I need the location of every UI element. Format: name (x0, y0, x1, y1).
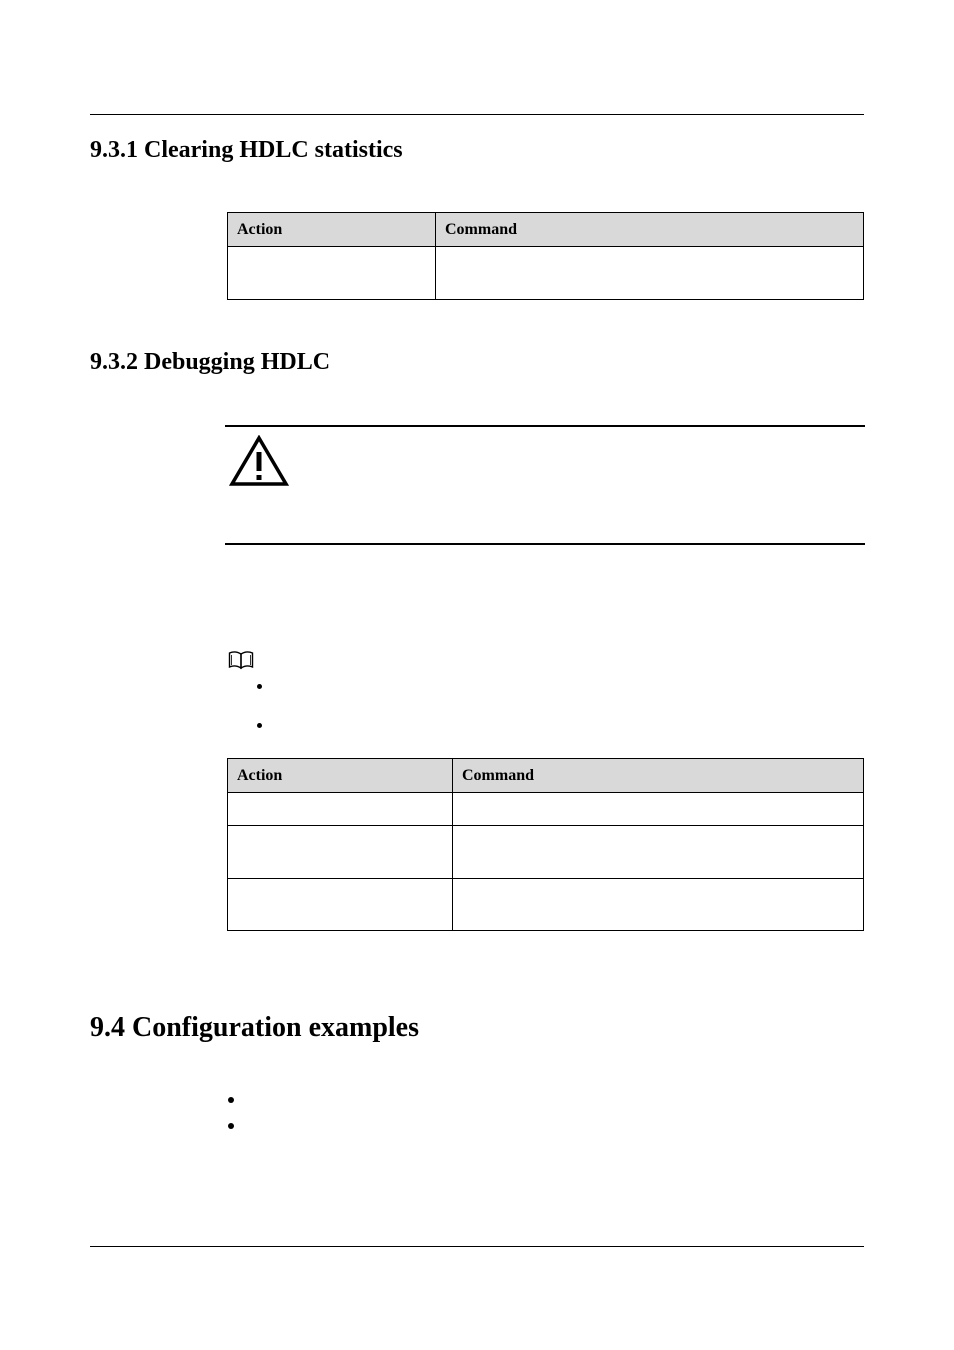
section-heading-9-4: 9.4 Configuration examples (90, 1012, 419, 1043)
footer-rule (90, 1246, 864, 1247)
clear-statistics-table (227, 212, 864, 300)
table-cell-action (228, 793, 453, 826)
section-heading-9-3-2: 9.3.2 Debugging HDLC (90, 349, 331, 375)
table-header-action: Action (228, 213, 436, 247)
section-heading-9-3-1: 9.3.1 Clearing HDLC statistics (90, 137, 403, 163)
table-row (228, 879, 864, 931)
note-bullet (257, 723, 262, 728)
table-cell-command (436, 247, 864, 300)
book-note-icon (228, 650, 254, 670)
list-bullet (228, 1097, 234, 1103)
header-rule (90, 114, 864, 115)
table-header-command: Command (453, 759, 864, 793)
table-cell-command (453, 879, 864, 931)
table-row (228, 793, 864, 826)
warning-triangle-icon (229, 435, 289, 487)
table-row (228, 247, 864, 300)
table-row (228, 826, 864, 879)
table-cell-command (453, 826, 864, 879)
debug-table (227, 758, 864, 931)
table-header-command: Command (436, 213, 864, 247)
table-header-action: Action (228, 759, 453, 793)
table-cell-action (228, 826, 453, 879)
table-cell-action (228, 247, 436, 300)
list-bullet (228, 1123, 234, 1129)
note-bullet (257, 684, 262, 689)
caution-box (225, 425, 865, 545)
table-cell-action (228, 879, 453, 931)
table-cell-command (453, 793, 864, 826)
